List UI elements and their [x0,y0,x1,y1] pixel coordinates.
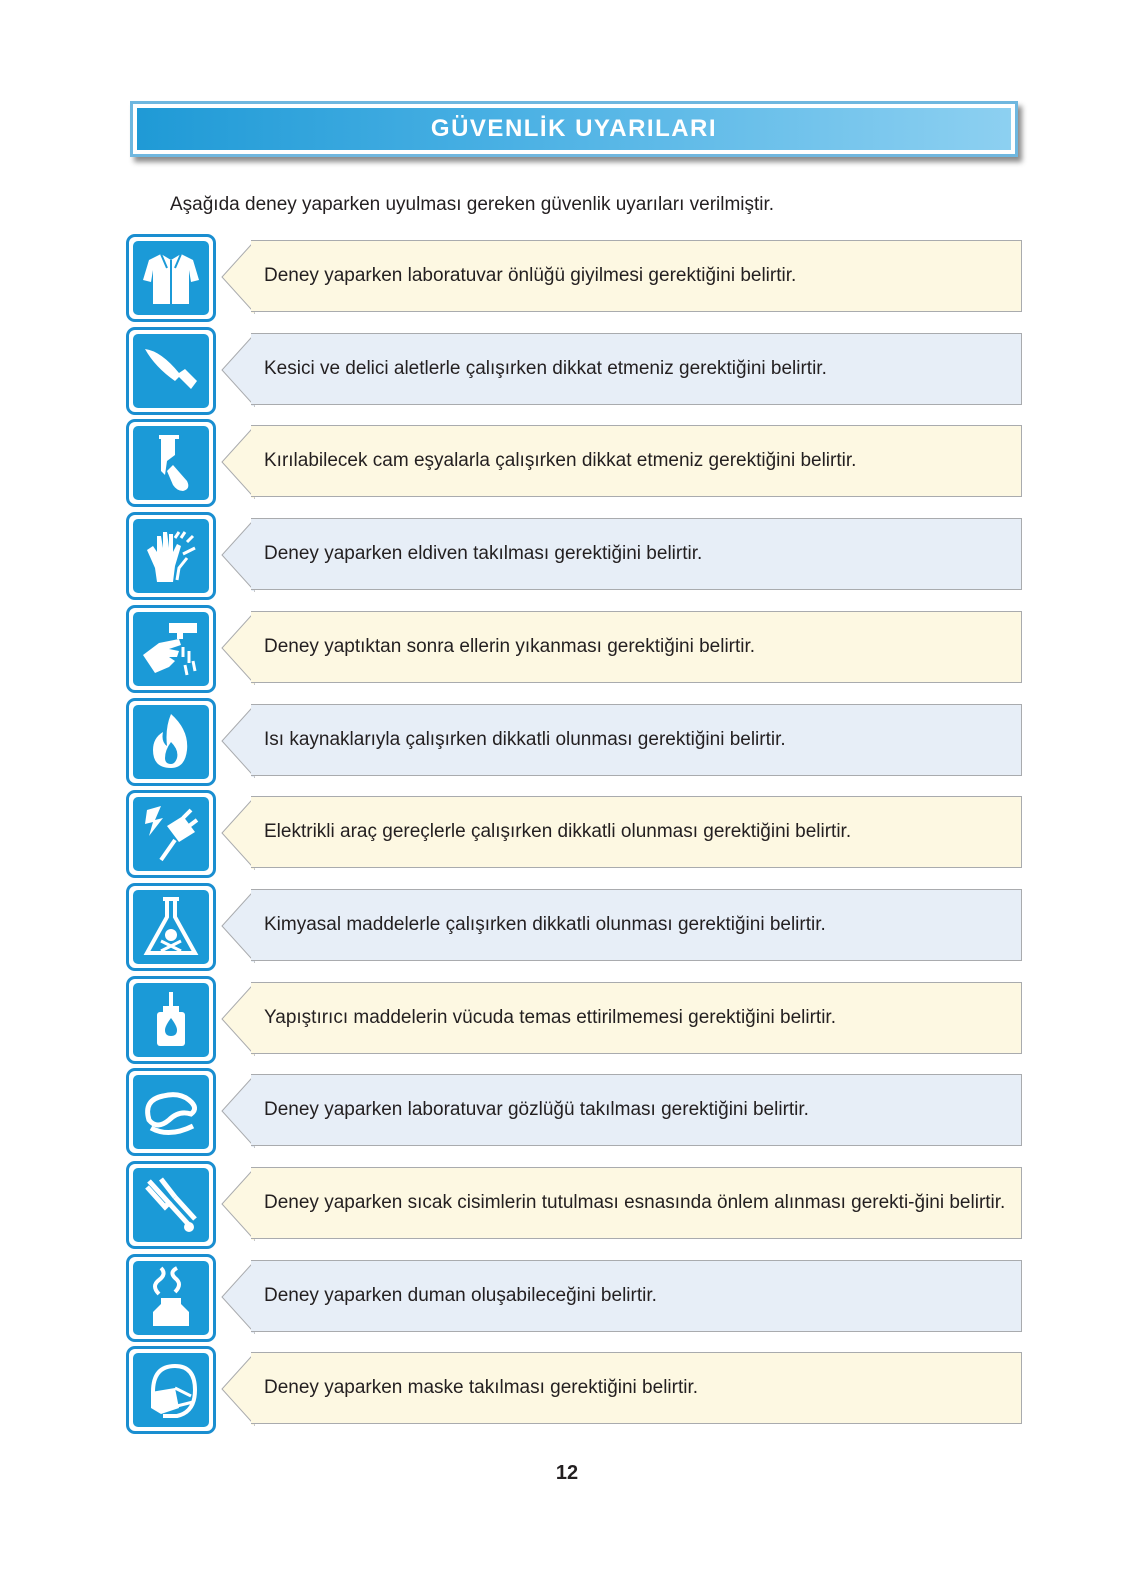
warning-icon-frame [126,1254,216,1342]
warning-text: Deney yaparken maske takılması gerektiğini belirtir. [264,1377,699,1399]
pointer-arrow [221,333,255,407]
warning-text: Kırılabilecek cam eşyalarla çalışırken dikkat etmeniz gerektiğini belirtir. [264,450,857,472]
knife-icon [133,334,209,408]
warning-icon-frame [126,512,216,600]
gloves-icon [133,519,209,593]
warning-text: Deney yaparken laboratuvar gözlüğü takılması gerektiğini belirtir. [264,1099,809,1121]
warning-icon-frame [126,883,216,971]
warning-icon-frame [126,234,216,322]
broken-glass-icon [133,426,209,500]
warning-icon-frame [126,1068,216,1156]
warning-text: Deney yaparken sıcak cisimlerin tutulması esnasında önlem alınması gerekti-ğini belirtir. [264,1192,1006,1213]
warning-row [126,883,1026,971]
warning-row [126,790,1026,878]
warning-text-box [251,1260,1022,1332]
warning-text: Deney yaptıktan sonra ellerin yıkanması gerektiğini belirtir. [264,635,756,657]
pointer-arrow [221,518,255,592]
warning-icon-frame [126,790,216,878]
warning-icon-frame [126,698,216,786]
pointer-arrow [221,425,255,499]
warning-row [126,976,1026,1064]
pointer-arrow [221,1167,255,1241]
pointer-arrow [221,889,255,963]
warning-row [126,1254,1026,1342]
pointer-arrow [221,611,255,685]
toxic-flask-icon [133,890,209,964]
warning-text-box [251,704,1022,776]
pointer-arrow [221,240,255,314]
warning-row [126,698,1026,786]
tongs-icon [133,1168,209,1242]
warning-text-box [251,1074,1022,1146]
warning-icon-frame [126,976,216,1064]
pointer-arrow [221,796,255,870]
warning-icon-frame [126,605,216,693]
hand-wash-icon [133,612,209,686]
warning-text: Deney yaparken duman oluşabileceğini belirtir. [264,1284,657,1306]
warning-text-box [251,1167,1022,1239]
warning-row [126,605,1026,693]
lab-coat-icon [133,241,209,315]
warning-row [126,512,1026,600]
warning-text: Yapıştırıcı maddelerin vücuda temas ettirilmemesi gerektiğini belirtir. [264,1006,836,1028]
pointer-arrow [221,1074,255,1148]
flame-icon [133,705,209,779]
warning-text: Isı kaynaklarıyla çalışırken dikkatli olunması gerektiğini belirtir. [264,728,786,750]
warning-text-box [251,889,1022,961]
warning-text: Kesici ve delici aletlerle çalışırken dikkat etmeniz gerektiğini belirtir. [264,357,827,379]
warning-icon-frame [126,1161,216,1249]
pointer-arrow [221,982,255,1056]
glue-icon [133,983,209,1057]
warning-text-box [251,611,1022,683]
warning-text-box [251,1352,1022,1424]
page-number: 12 [555,1462,579,1484]
mask-icon [133,1353,209,1427]
warning-row [126,1346,1026,1434]
warning-text: Deney yaparken eldiven takılması gerektiğini belirtir. [264,543,703,565]
warning-row [126,419,1026,507]
title-banner-fill [137,108,1011,150]
warning-text-box [251,333,1022,405]
warning-text: Elektrikli araç gereçlerle çalışırken dikkatli olunması gerektiğini belirtir. [264,821,852,843]
warning-text-box [251,982,1022,1054]
warning-text: Kimyasal maddelerle çalışırken dikkatli olunması gerektiğini belirtir. [264,913,826,935]
pointer-arrow [221,1260,255,1334]
pointer-arrow [221,1352,255,1426]
warning-icon-frame [126,327,216,415]
warning-text-box [251,240,1022,312]
warning-icon-frame [126,419,216,507]
electric-plug-icon [133,797,209,871]
title-banner [130,101,1018,157]
warning-row [126,1161,1026,1249]
warning-row [126,234,1026,322]
warning-text-box [251,425,1022,497]
goggles-icon [133,1075,209,1149]
intro-text: Aşağıda deney yaparken uyulması gereken güvenlik uyarıları verilmiştir. [170,194,775,215]
warning-row [126,327,1026,415]
fumes-icon [133,1261,209,1335]
warning-text-box [251,518,1022,590]
warning-text: Deney yaparken laboratuvar önlüğü giyilmesi gerektiğini belirtir. [264,265,797,286]
warning-row [126,1068,1026,1156]
warning-icon-frame [126,1346,216,1434]
pointer-arrow [221,704,255,778]
page-title: GÜVENLİK UYARILARI [430,115,718,142]
warning-text-box [251,796,1022,868]
